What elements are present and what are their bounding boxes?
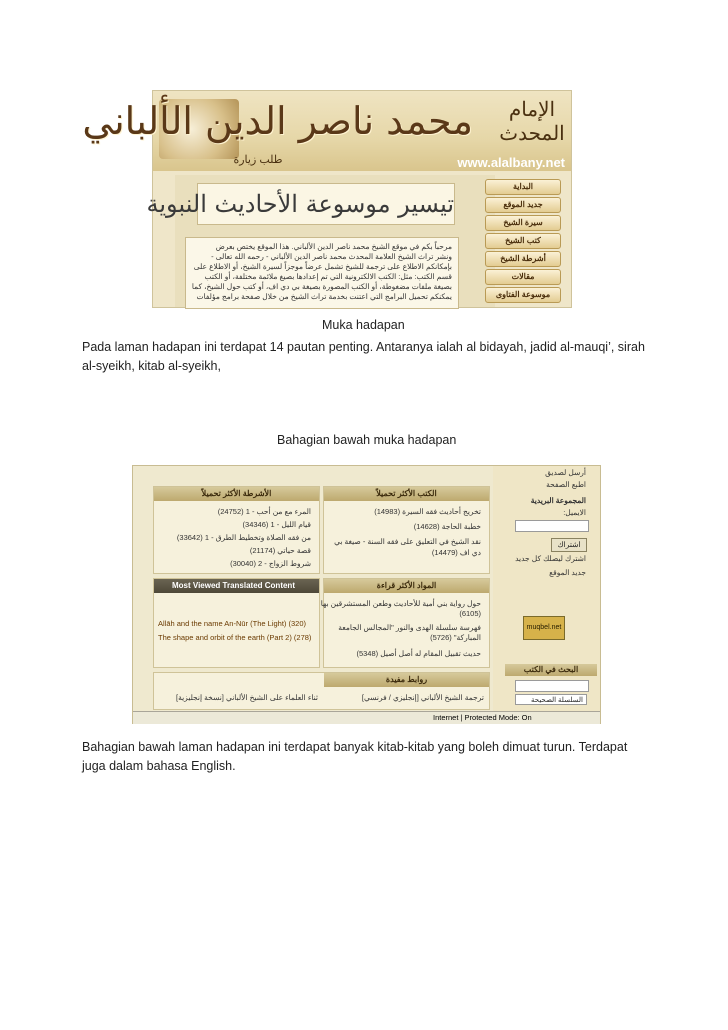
muqbel-badge[interactable]: muqbel.net <box>523 616 565 640</box>
link-item[interactable]: ثناء العلماء على الشيخ الألباني [نسخة إنجليزية] <box>175 693 318 702</box>
translated-panel <box>153 578 320 668</box>
homepage-screenshot <box>82 90 572 308</box>
tape-row[interactable]: شروط الزواج - 2 (30040) <box>230 559 311 568</box>
tapes-panel-title: الأشرطة الأكثر تحميلاً <box>154 487 319 501</box>
main-menu <box>485 179 561 307</box>
books-panel <box>323 486 490 574</box>
translated-panel-title: Most Viewed Translated Content <box>154 579 319 593</box>
caption-bottom: Bahagian bawah muka hadapan <box>277 433 457 447</box>
menu-tapes-button[interactable]: أشرطة الشيخ <box>485 251 561 267</box>
paragraph-bottom: Bahagian bawah laman hadapan ini terdapat banyak kitab-kitab yang boleh dimuat turun. Terdapat juga dalam bahasa English. <box>82 740 628 773</box>
reads-panel-title: المواد الأكثر قراءة <box>324 579 489 593</box>
menu-new-button[interactable]: جديد الموقع <box>485 197 561 213</box>
read-row: المباركة" (5726) <box>430 633 481 642</box>
subscribe-button[interactable]: اشتراك <box>551 538 587 552</box>
subscribe-note: اشترك ليصلك كل جديد <box>515 554 586 563</box>
book-row[interactable]: خطبة الحاجة (14628) <box>413 522 481 531</box>
email-label: الايميل: <box>563 508 586 517</box>
sidebar <box>493 466 600 723</box>
intro-line: ونشر تراث الشيخ العلامة المحدث محمد ناصر الدين الألباني - رحمه الله تعالى - <box>211 252 452 261</box>
status-text: Internet | Protected Mode: On <box>433 713 532 722</box>
tape-row[interactable]: المرء مع من أحب - 1 (24752) <box>217 507 311 516</box>
banner-signature: طلب زيارة <box>233 154 283 166</box>
tapes-panel <box>153 486 320 574</box>
print-page-link[interactable]: اطبع الصفحة <box>546 480 586 489</box>
books-panel-title: الكتب الأكثر تحميلاً <box>324 487 489 501</box>
tell-friend-link[interactable]: أرسل لصديق <box>545 468 586 477</box>
site-url: www.alalbany.net <box>457 155 565 170</box>
title-box: تيسير موسوعة الأحاديث النبوية <box>197 183 455 225</box>
caption-homepage: Muka hadapan <box>322 318 405 332</box>
read-row[interactable]: حول رواية بني أمية للأحاديث وطعن المستشرقين بها <box>320 599 481 608</box>
links-panel-title: روابط مفيدة <box>324 673 489 687</box>
menu-articles-button[interactable]: مقالات <box>485 269 561 285</box>
series-select[interactable]: السلسلة الصحيحة <box>515 694 587 705</box>
tape-row[interactable]: قصة حياتي (21174) <box>249 546 311 555</box>
menu-fatwa-button[interactable]: موسوعة الفتاوى <box>485 287 561 303</box>
email-input[interactable] <box>515 520 589 532</box>
read-row[interactable]: فهرسة سلسلة الهدى والنور "المجالس الجامعة <box>338 623 481 632</box>
search-books-input[interactable] <box>515 680 589 692</box>
links-panel <box>153 672 490 710</box>
link-item[interactable]: ترجمة الشيخ الألباني [إنجليزي / فرنسي] <box>361 693 484 702</box>
menu-home-button[interactable]: البداية <box>485 179 561 195</box>
search-books-heading: البحث في الكتب <box>505 664 597 676</box>
menu-books-button[interactable]: كتب الشيخ <box>485 233 561 249</box>
intro-line: مرحباً بكم في موقع الشيخ محمد ناصر الدين الألباني. هذا الموقع يختص بعرض <box>215 242 452 251</box>
browser-status-bar <box>133 711 600 724</box>
translated-row[interactable]: The shape and orbit of the earth (Part 2) (278) <box>158 633 312 642</box>
tape-row[interactable]: قيام الليل - 1 (34346) <box>242 520 311 529</box>
bottom-page-screenshot <box>132 465 601 724</box>
intro-line: قسم الكتب: مثل: الكتب الالكترونية التي تم إعدادها بصيغ ملائمة مختلفة، أو الكتب <box>204 272 452 281</box>
tape-row[interactable]: من فقه الصلاة وتخطيط الطرق - 1 (33642) <box>176 533 311 542</box>
mailing-list-heading: المجموعة البريدية <box>530 496 586 505</box>
book-row[interactable]: نقد الشيخ في التعليق على فقه السنة - صيغة بي <box>334 537 481 546</box>
read-row: (6105) <box>459 609 481 618</box>
intro-line: بصيغة ملفات مضغوطة، أو الكتب المصورة بصيغة بي دي اف، أو كتب حول الشيخ، كما <box>191 282 452 291</box>
intro-line: يمكنكم تحميل البرامج التي اعتنت بخدمة تراث الشيخ من خلال صفحة برامج مؤلفات <box>196 292 452 301</box>
translated-row[interactable]: Allāh and the name An-Nūr (The Light) (320) <box>158 619 306 628</box>
site-new-link[interactable]: جديد الموقع <box>549 568 586 577</box>
paragraph-homepage: Pada laman hadapan ini terdapat 14 pautan penting. Antaranya ialah al bidayah, jadid al-mauqi’, sirah al-syeikh, kitab al-syeikh, <box>82 340 645 373</box>
intro-line: بإمكانكم الاطلاع على ترجمة للشيخ تشمل عرضاً موجزاً لسيرة الشيخ، أو الاطلاع على <box>193 262 452 271</box>
imam-label: الإمام المحدث <box>499 97 565 145</box>
reads-panel <box>320 578 490 668</box>
book-row[interactable]: دي اف (14479) <box>431 548 481 557</box>
book-row[interactable]: تخريج أحاديث فقه السيرة (14983) <box>374 507 481 516</box>
read-row[interactable]: حديث تقبيل المقام له أصل أصيل (5348) <box>356 649 481 658</box>
menu-biography-button[interactable]: سيرة الشيخ <box>485 215 561 231</box>
intro-text-box <box>185 237 459 309</box>
site-logo: محمد ناصر الدين الألباني <box>82 99 473 143</box>
